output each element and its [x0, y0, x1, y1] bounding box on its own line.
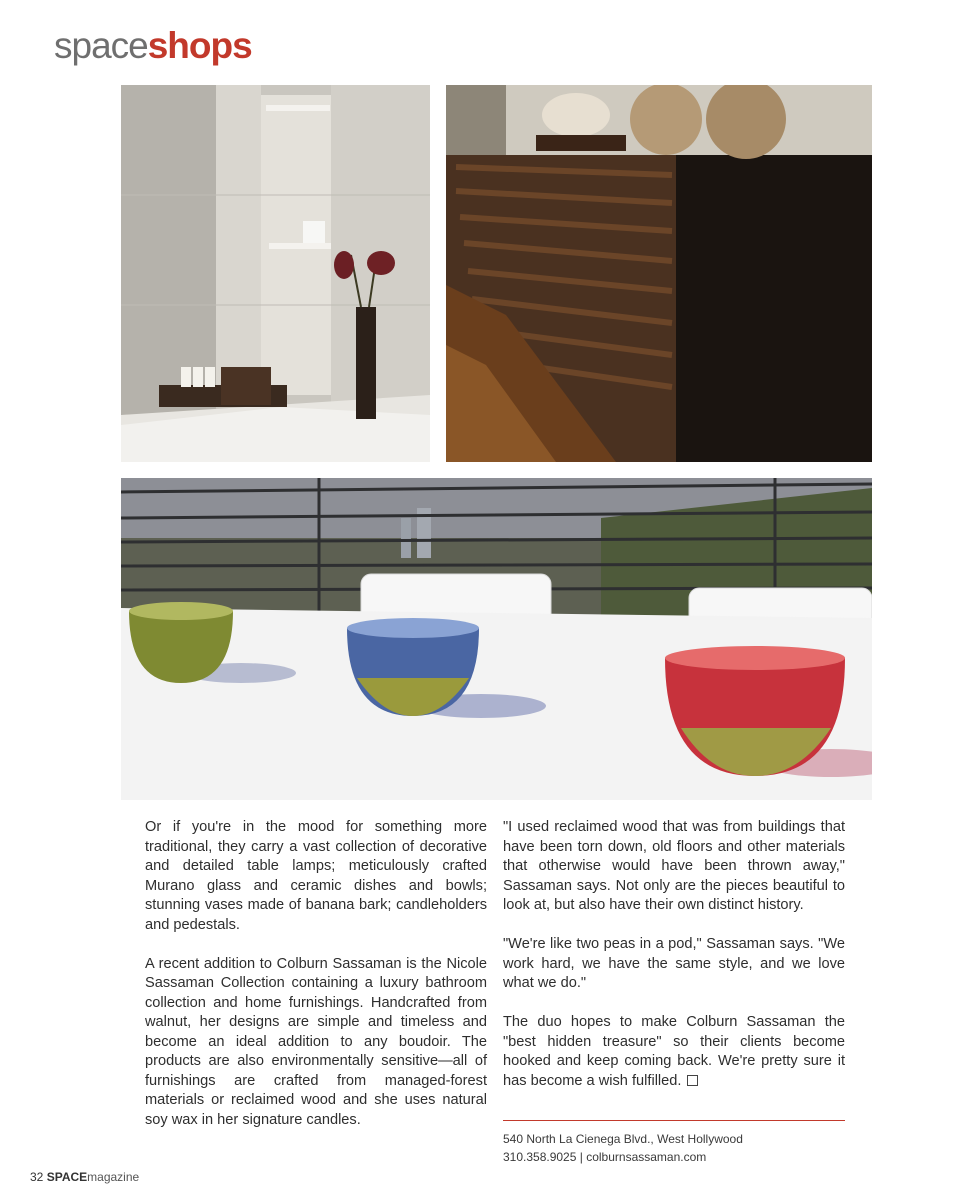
store-info	[503, 1130, 743, 1166]
section-title-light: space	[54, 25, 148, 66]
magazine-name-bold: SPACE	[46, 1170, 88, 1184]
section-title-bold: shops	[147, 25, 252, 66]
article-column-right	[503, 818, 845, 1111]
end-mark-icon	[687, 1075, 698, 1086]
magazine-name-light: magazine	[87, 1170, 140, 1184]
store-website: colburnsassaman.com	[586, 1150, 707, 1164]
bathroom-niche-photo	[121, 85, 430, 462]
glass-bowls-terrace-photo	[121, 478, 872, 800]
page-footer	[30, 1170, 139, 1184]
contact-separator: |	[579, 1150, 583, 1164]
section-header	[54, 20, 252, 72]
article-paragraph: "I used reclaimed wood that was from buildings that have been torn down, old floors and other materials that otherwise would have been thrown away," Sassaman says. Not only are the pieces beautiful to look at, but also have their own distinct history.	[503, 819, 845, 913]
store-address: 540 North La Cienega Blvd., West Hollywood	[503, 1132, 743, 1146]
store-phone: 310.358.9025	[503, 1150, 577, 1164]
store-info-divider	[503, 1120, 845, 1121]
article-paragraph: A recent addition to Colburn Sassaman is the Nicole Sassaman Collection containing a luxury bathroom collection and home furnishings. Handcrafted from walnut, her designs are simple and timeless and become an ideal addition to any boudoir. The products are also environmentally sensitive—all of furnishings are crafted from managed-forest materials or reclaimed wood and she uses natural soy wax in her signature candles.	[145, 955, 487, 1128]
article-paragraph-final-text: The duo hopes to make Colburn Sassaman the "best hidden treasure" so their clients become hooked and keep coming back. We're pretty sure it has become a wish fulfilled.	[503, 1014, 845, 1089]
article-paragraph-final	[503, 1013, 845, 1091]
wood-cabinet-photo	[446, 85, 872, 462]
article-paragraph: Or if you're in the mood for something more traditional, they carry a vast collection of decorative and detailed table lamps; meticulously crafted Murano glass and ceramic dishes and bowls; stunning vases made of banana bark; candleholders and pedestals.	[145, 819, 487, 933]
article-paragraph: "We're like two peas in a pod," Sassaman says. "We work hard, we have the same style, and we love what we do."	[503, 936, 845, 991]
page-number: 32	[30, 1170, 44, 1184]
article-column-left	[145, 818, 487, 1150]
store-contact	[503, 1148, 743, 1166]
